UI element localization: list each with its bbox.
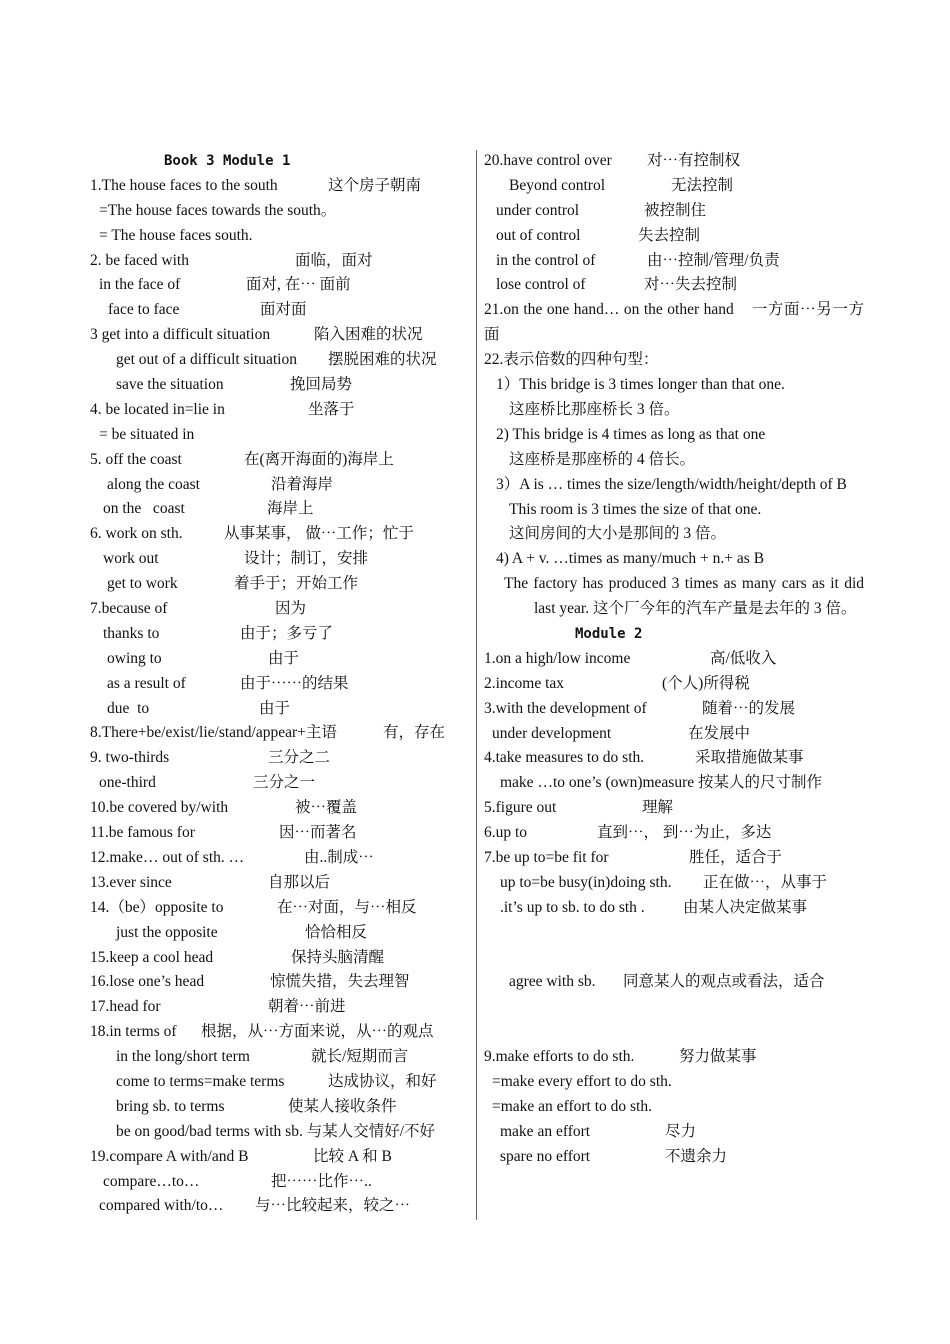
list-item: 这座桥比那座桥长 3 倍。 (509, 400, 680, 418)
list-item: in the face of 面对, 在⋯ 面前 (99, 276, 351, 294)
list-item: save the situation 挽回局势 (116, 376, 353, 394)
list-item: due to 由于 (107, 699, 291, 717)
list-item: 13.ever since 自那以后 (90, 873, 331, 891)
list-item: 这座桥是那座桥的 4 倍长。 (509, 450, 696, 468)
list-item: 9.make efforts to do sth. 努力做某事 (484, 1048, 757, 1066)
list-item: 20.have control over 对⋯有控制权 (484, 152, 741, 169)
list-item: work out 设计；制订，安排 (103, 550, 369, 568)
list-item: agree with sb. 同意某人的观点或看法，适合 (509, 973, 825, 991)
list-item: as a result of 由于⋯⋯的结果 (107, 674, 349, 692)
list-item: 12.make… out of sth. … 由..制成⋯ (90, 848, 374, 866)
list-item: 4. be located in=lie in 坐落于 (90, 400, 355, 418)
list-item: 18.in terms of 根据，从⋯方面来说，从⋯的观点 (90, 1023, 434, 1041)
column-divider (476, 150, 477, 1220)
list-item: 14.（be）opposite to 在⋯对面，与⋯相反 (90, 898, 417, 916)
list-item: get to work 着手于；开始工作 (107, 575, 359, 593)
list-item: 16.lose one’s head 惊慌失措，失去理智 (90, 973, 410, 991)
list-item: under control 被控制住 (496, 201, 707, 219)
list-item: be on good/bad terms with sb. 与某人交情好/不好 (116, 1122, 436, 1140)
list-item: make …to one’s (own)measure 按某人的尺寸制作 (500, 774, 822, 792)
list-item: =The house faces towards the south。 (99, 201, 337, 219)
list-item: 7.because of 因为 (90, 600, 307, 618)
list-item: thanks to 由于；多亏了 (103, 624, 334, 642)
list-item: 1）This bridge is 3 times longer than that one. (496, 376, 785, 394)
list-item: lose control of 对⋯失去控制 (496, 276, 738, 294)
list-item: 1.on a high/low income 高/低收入 (484, 649, 777, 667)
list-item: come to terms=make terms 达成协议，和好 (116, 1072, 437, 1090)
list-item: This room is 3 times the size of that one. (509, 500, 762, 518)
list-item: 8.There+be/exist/lie/stand/appear+主语 有，存在 (90, 724, 446, 742)
right-column (484, 149, 864, 1170)
list-item: 5. off the coast 在(离开海面的)海岸上 (90, 450, 394, 468)
list-item: one-third 三分之一 (99, 774, 316, 792)
list-item: make an effort 尽力 (500, 1122, 697, 1140)
list-item: 17.head for 朝着⋯前进 (90, 998, 346, 1016)
list-item: = The house faces south. (99, 226, 253, 244)
list-item: bring sb. to terms 使某人接收条件 (116, 1097, 397, 1115)
list-item: face to face 面对面 (108, 301, 307, 319)
list-item: along the coast 沿着海岸 (107, 475, 334, 493)
list-item: 1.The house faces to the south 这个房子朝南 (90, 176, 422, 194)
list-item: under development 在发展中 (492, 724, 751, 742)
list-item: 21.on the one hand… on the other hand 一方面⋯另一方面 (484, 301, 864, 344)
list-item: compare…to… 把⋯⋯比作⋯.. (103, 1172, 372, 1190)
list-item: in the control of 由⋯控制/管理/负责 (496, 251, 780, 269)
list-item: 9. two-thirds 三分之二 (90, 749, 331, 767)
list-item: 4) A + v. …times as many/much + n.+ as B (496, 550, 765, 568)
list-item: out of control 失去控制 (496, 226, 701, 244)
list-item: =make every effort to do sth. (492, 1073, 672, 1091)
list-item: Beyond control 无法控制 (509, 176, 734, 194)
list-item: 3.with the development of 随着⋯的发展 (484, 699, 796, 717)
list-item: 5.figure out 理解 (484, 799, 674, 817)
list-item: 2. be faced with 面临，面对 (90, 251, 373, 269)
list-item: The factory has produced 3 times as many cars as it did last year. 这个厂今年的汽车产量是去年的 3 倍。 (504, 575, 864, 618)
list-item: =make an effort to do sth. (492, 1097, 652, 1115)
list-item: 2.income tax (个人)所得税 (484, 674, 750, 692)
list-item: 19.compare A with/and B 比较 A 和 B (90, 1147, 392, 1165)
list-item: 这间房间的大小是那间的 3 倍。 (509, 525, 727, 543)
list-item: 22.表示倍数的四种句型： (484, 351, 659, 369)
list-item: 3 get into a difficult situation 陷入困难的状况 (90, 326, 423, 344)
list-item: get out of a difficult situation 摆脱困难的状况 (116, 351, 437, 369)
list-item: .it’s up to sb. to do sth . 由某人决定做某事 (500, 898, 808, 916)
list-item: owing to 由于 (107, 649, 300, 667)
list-item: 3）A is … times the size/length/width/height/depth of B (496, 475, 847, 493)
list-item: 10.be covered by/with 被⋯覆盖 (90, 799, 358, 817)
list-item: in the long/short term 就长/短期而言 (116, 1048, 409, 1066)
list-item: = be situated in (99, 425, 195, 443)
list-item: 4.take measures to do sth. 采取措施做某事 (484, 749, 804, 767)
list-item: up to=be busy(in)doing sth. 正在做⋯，从事于 (500, 873, 828, 891)
module2-title: Module 2 (575, 626, 643, 642)
list-item: 6.up to 直到⋯， 到⋯为止，多达 (484, 824, 772, 842)
list-item: just the opposite 恰恰相反 (116, 923, 368, 941)
list-item: 15.keep a cool head 保持头脑清醒 (90, 948, 385, 966)
list-item: 2) This bridge is 4 times as long as that one (496, 425, 766, 443)
list-item: spare no effort 不遗余力 (500, 1147, 728, 1165)
book-title: Book 3 Module 1 (164, 153, 291, 169)
left-column (90, 149, 466, 1219)
list-item: compared with/to… 与⋯比较起来，较之⋯ (99, 1197, 411, 1215)
list-item: 7.be up to=be fit for 胜任，适合于 (484, 849, 783, 867)
list-item: on the coast 海岸上 (103, 500, 314, 518)
list-item: 11.be famous for 因⋯而著名 (90, 824, 357, 842)
list-item: 6. work on sth. 从事某事， 做⋯工作；忙于 (90, 525, 414, 543)
